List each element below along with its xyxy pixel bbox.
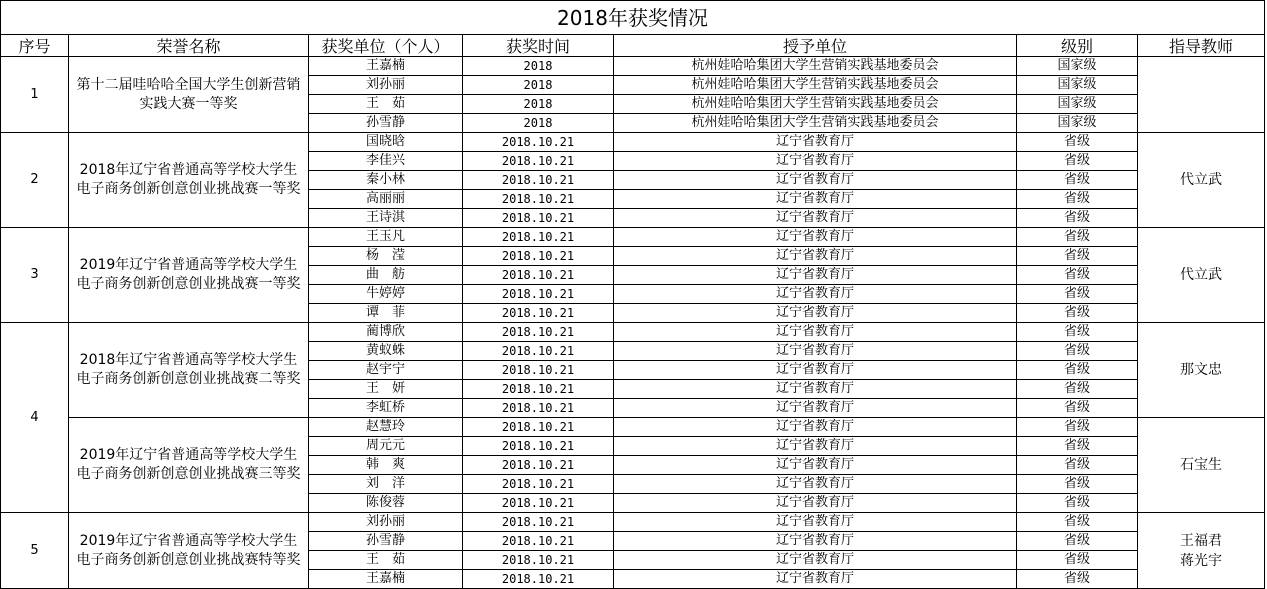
recipient-cell: 王嘉楠 [309, 57, 463, 76]
issuer-cell: 辽宁省教育厅 [614, 228, 1017, 247]
recipient-cell: 王嘉楠 [309, 570, 463, 589]
teacher-cell: 石宝生 [1138, 418, 1265, 513]
level-cell: 省级 [1017, 456, 1138, 475]
recipient-cell: 国晓晗 [309, 133, 463, 152]
date-cell: 2018 [463, 76, 614, 95]
date-cell: 2018.10.21 [463, 551, 614, 570]
recipient-cell: 王玉凡 [309, 228, 463, 247]
recipient-cell: 刘孙丽 [309, 76, 463, 95]
date-cell: 2018.10.21 [463, 323, 614, 342]
recipient-cell: 王 茹 [309, 551, 463, 570]
issuer-cell: 辽宁省教育厅 [614, 513, 1017, 532]
award-name: 2018年辽宁省普通高等学校大学生电子商务创新创意创业挑战赛二等奖 [69, 323, 309, 418]
issuer-cell: 杭州娃哈哈集团大学生营销实践基地委员会 [614, 114, 1017, 133]
issuer-cell: 辽宁省教育厅 [614, 361, 1017, 380]
teacher-cell: 那文忠 [1138, 323, 1265, 418]
group-id: 4 [0, 323, 69, 513]
issuer-cell: 辽宁省教育厅 [614, 342, 1017, 361]
header-award-name: 荣誉名称 [69, 34, 309, 57]
level-cell: 省级 [1017, 551, 1138, 570]
issuer-cell: 辽宁省教育厅 [614, 494, 1017, 513]
level-cell: 省级 [1017, 304, 1138, 323]
level-cell: 国家级 [1017, 76, 1138, 95]
recipient-cell: 高丽丽 [309, 190, 463, 209]
level-cell: 省级 [1017, 361, 1138, 380]
date-cell: 2018.10.21 [463, 380, 614, 399]
issuer-cell: 辽宁省教育厅 [614, 285, 1017, 304]
award-name: 2018年辽宁省普通高等学校大学生电子商务创新创意创业挑战赛一等奖 [69, 133, 309, 228]
recipient-cell: 赵宇宁 [309, 361, 463, 380]
issuer-cell: 辽宁省教育厅 [614, 152, 1017, 171]
issuer-cell: 辽宁省教育厅 [614, 266, 1017, 285]
header-teacher: 指导教师 [1138, 34, 1265, 57]
level-cell: 国家级 [1017, 95, 1138, 114]
recipient-cell: 周元元 [309, 437, 463, 456]
recipient-cell: 孙雪静 [309, 114, 463, 133]
level-cell: 省级 [1017, 494, 1138, 513]
level-cell: 省级 [1017, 247, 1138, 266]
issuer-cell: 辽宁省教育厅 [614, 532, 1017, 551]
date-cell: 2018.10.21 [463, 361, 614, 380]
teacher-cell [1138, 57, 1265, 133]
header-seq: 序号 [0, 34, 69, 57]
date-cell: 2018.10.21 [463, 247, 614, 266]
recipient-cell: 王 妍 [309, 380, 463, 399]
teacher-cell: 王福君 蒋光宇 [1138, 513, 1265, 589]
issuer-cell: 辽宁省教育厅 [614, 190, 1017, 209]
issuer-cell: 辽宁省教育厅 [614, 171, 1017, 190]
date-cell: 2018.10.21 [463, 437, 614, 456]
issuer-cell: 辽宁省教育厅 [614, 475, 1017, 494]
issuer-cell: 辽宁省教育厅 [614, 456, 1017, 475]
recipient-cell: 赵慧玲 [309, 418, 463, 437]
recipient-cell: 李佳兴 [309, 152, 463, 171]
group-id: 1 [0, 57, 69, 133]
award-name: 第十二届哇哈哈全国大学生创新营销实践大赛一等奖 [69, 57, 309, 133]
date-cell: 2018.10.21 [463, 266, 614, 285]
date-cell: 2018.10.21 [463, 304, 614, 323]
level-cell: 国家级 [1017, 57, 1138, 76]
award-name: 2019年辽宁省普通高等学校大学生电子商务创新创意创业挑战赛一等奖 [69, 228, 309, 323]
date-cell: 2018 [463, 57, 614, 76]
issuer-cell: 辽宁省教育厅 [614, 304, 1017, 323]
date-cell: 2018.10.21 [463, 570, 614, 589]
level-cell: 省级 [1017, 323, 1138, 342]
date-cell: 2018.10.21 [463, 532, 614, 551]
date-cell: 2018.10.21 [463, 152, 614, 171]
header-recipient: 获奖单位（个人） [309, 34, 463, 57]
level-cell: 省级 [1017, 399, 1138, 418]
issuer-cell: 杭州娃哈哈集团大学生营销实践基地委员会 [614, 76, 1017, 95]
recipient-cell: 王诗淇 [309, 209, 463, 228]
sheet-title: 2018年获奖情况 [0, 0, 1265, 34]
recipient-cell: 王 茹 [309, 95, 463, 114]
recipient-cell: 曲 舫 [309, 266, 463, 285]
recipient-cell: 秦小林 [309, 171, 463, 190]
issuer-cell: 杭州娃哈哈集团大学生营销实践基地委员会 [614, 57, 1017, 76]
date-cell: 2018.10.21 [463, 190, 614, 209]
recipient-cell: 李虹桥 [309, 399, 463, 418]
teacher-cell: 代立武 [1138, 133, 1265, 228]
recipient-cell: 陈俊蓉 [309, 494, 463, 513]
date-cell: 2018.10.21 [463, 475, 614, 494]
level-cell: 省级 [1017, 133, 1138, 152]
level-cell: 省级 [1017, 209, 1138, 228]
level-cell: 省级 [1017, 513, 1138, 532]
level-cell: 省级 [1017, 190, 1138, 209]
recipient-cell: 韩 爽 [309, 456, 463, 475]
teacher-cell: 代立武 [1138, 228, 1265, 323]
date-cell: 2018.10.21 [463, 171, 614, 190]
level-cell: 省级 [1017, 475, 1138, 494]
recipient-cell: 蔺博欣 [309, 323, 463, 342]
recipient-cell: 刘孙丽 [309, 513, 463, 532]
date-cell: 2018.10.21 [463, 418, 614, 437]
header-issuer: 授予单位 [614, 34, 1017, 57]
header-date: 获奖时间 [463, 34, 614, 57]
issuer-cell: 辽宁省教育厅 [614, 209, 1017, 228]
date-cell: 2018.10.21 [463, 209, 614, 228]
date-cell: 2018.10.21 [463, 228, 614, 247]
issuer-cell: 辽宁省教育厅 [614, 570, 1017, 589]
issuer-cell: 辽宁省教育厅 [614, 380, 1017, 399]
date-cell: 2018.10.21 [463, 399, 614, 418]
group-id: 5 [0, 513, 69, 589]
recipient-cell: 杨 滢 [309, 247, 463, 266]
level-cell: 省级 [1017, 285, 1138, 304]
group-id: 3 [0, 228, 69, 323]
date-cell: 2018.10.21 [463, 285, 614, 304]
issuer-cell: 辽宁省教育厅 [614, 133, 1017, 152]
date-cell: 2018.10.21 [463, 513, 614, 532]
recipient-cell: 孙雪静 [309, 532, 463, 551]
recipient-cell: 黄蚁蛛 [309, 342, 463, 361]
level-cell: 省级 [1017, 171, 1138, 190]
date-cell: 2018.10.21 [463, 494, 614, 513]
header-level: 级别 [1017, 34, 1138, 57]
level-cell: 省级 [1017, 380, 1138, 399]
level-cell: 省级 [1017, 228, 1138, 247]
issuer-cell: 辽宁省教育厅 [614, 551, 1017, 570]
issuer-cell: 辽宁省教育厅 [614, 399, 1017, 418]
issuer-cell: 杭州娃哈哈集团大学生营销实践基地委员会 [614, 95, 1017, 114]
recipient-cell: 刘 洋 [309, 475, 463, 494]
level-cell: 国家级 [1017, 114, 1138, 133]
issuer-cell: 辽宁省教育厅 [614, 247, 1017, 266]
issuer-cell: 辽宁省教育厅 [614, 418, 1017, 437]
level-cell: 省级 [1017, 570, 1138, 589]
date-cell: 2018.10.21 [463, 456, 614, 475]
level-cell: 省级 [1017, 437, 1138, 456]
award-name: 2019年辽宁省普通高等学校大学生电子商务创新创意创业挑战赛特等奖 [69, 513, 309, 589]
recipient-cell: 牛婷婷 [309, 285, 463, 304]
issuer-cell: 辽宁省教育厅 [614, 323, 1017, 342]
level-cell: 省级 [1017, 418, 1138, 437]
level-cell: 省级 [1017, 342, 1138, 361]
recipient-cell: 谭 菲 [309, 304, 463, 323]
level-cell: 省级 [1017, 266, 1138, 285]
date-cell: 2018 [463, 114, 614, 133]
date-cell: 2018.10.21 [463, 133, 614, 152]
group-id: 2 [0, 133, 69, 228]
level-cell: 省级 [1017, 532, 1138, 551]
level-cell: 省级 [1017, 152, 1138, 171]
date-cell: 2018.10.21 [463, 342, 614, 361]
issuer-cell: 辽宁省教育厅 [614, 437, 1017, 456]
date-cell: 2018 [463, 95, 614, 114]
award-name: 2019年辽宁省普通高等学校大学生电子商务创新创意创业挑战赛三等奖 [69, 418, 309, 513]
